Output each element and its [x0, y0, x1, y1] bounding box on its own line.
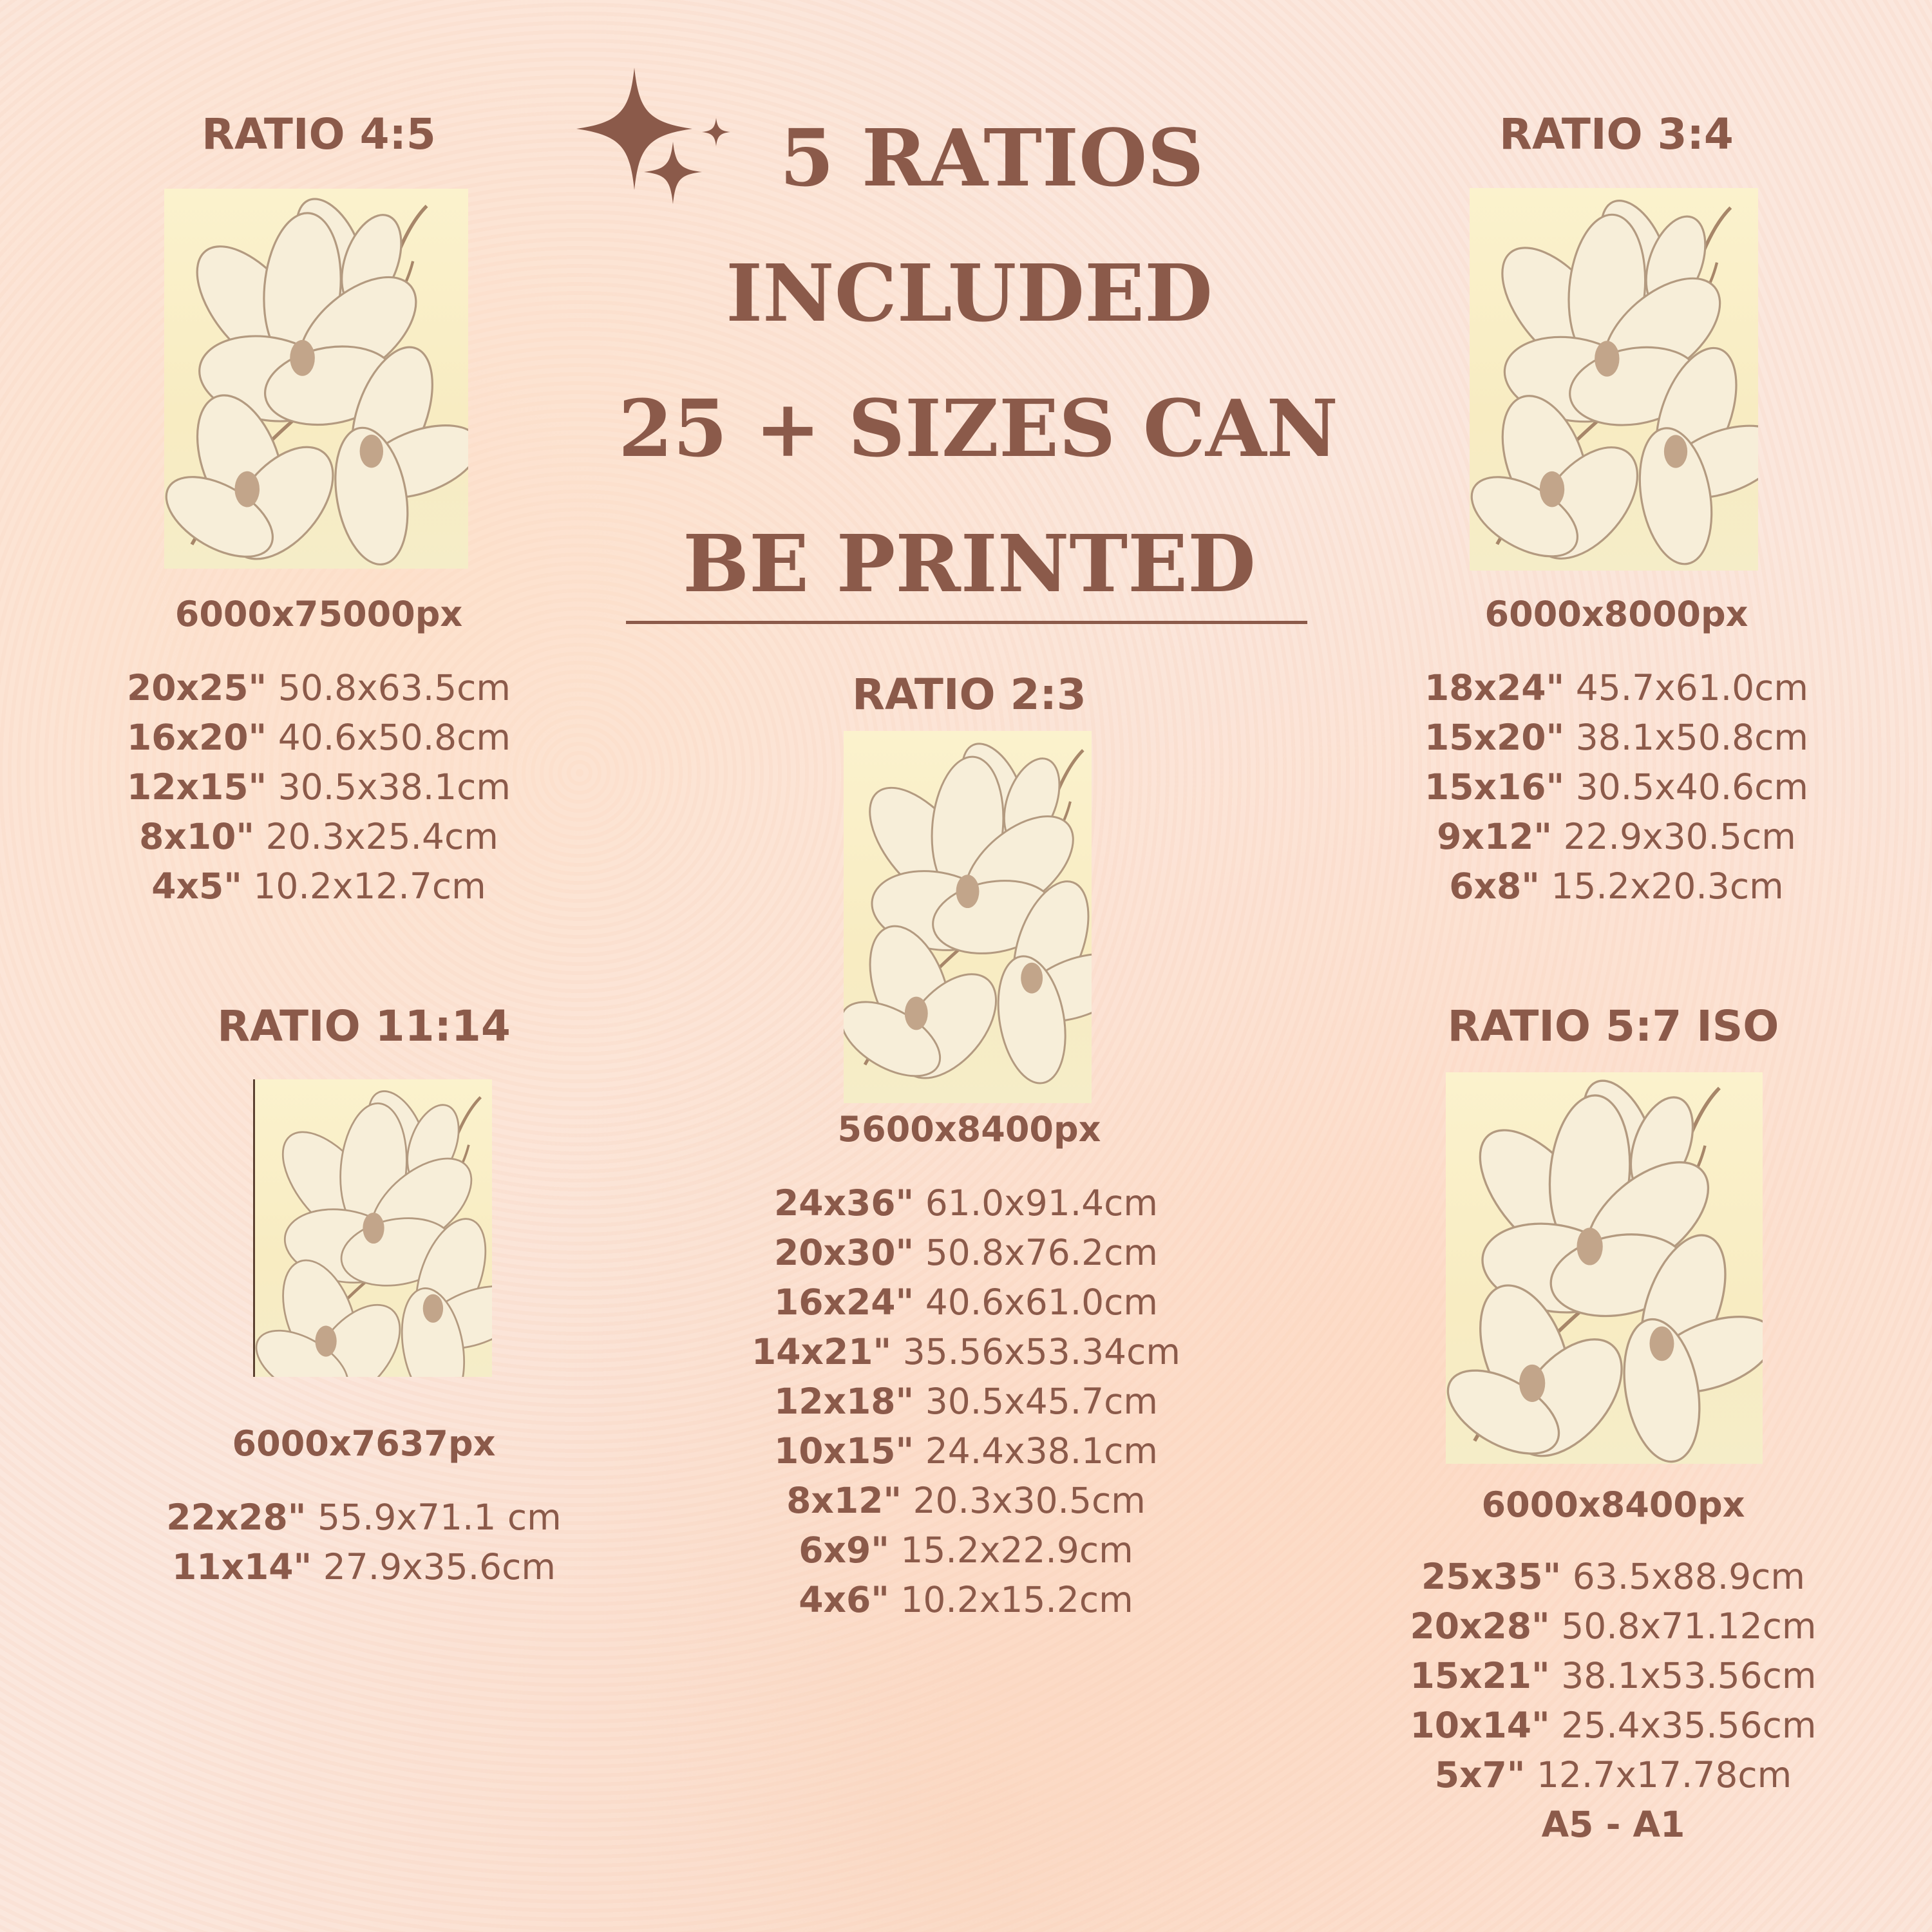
size-inches: 4x5" [151, 866, 242, 907]
size-cm: 40.6x50.8cm [278, 717, 511, 758]
size-inches: 16x20" [127, 717, 267, 758]
size-row [64, 812, 573, 862]
ratio-3-4-artwork [1470, 188, 1758, 571]
size-inches: 10x14" [1410, 1705, 1550, 1746]
size-inches: 15x20" [1425, 717, 1565, 758]
size-inches: 22x28" [166, 1497, 307, 1538]
ratio-3-4-title: RATIO 3:4 [1499, 109, 1734, 159]
size-cm: 38.1x53.56cm [1561, 1655, 1817, 1696]
headline-line-1: 5 RATIOS [779, 111, 1204, 204]
size-cm: 10.2x12.7cm [253, 866, 486, 907]
size-inches: 24x36" [774, 1182, 914, 1224]
size-inches: 20x25" [127, 667, 267, 708]
size-row [708, 1426, 1224, 1476]
size-cm: 27.9x35.6cm [323, 1546, 556, 1587]
size-inches: 12x15" [127, 766, 267, 808]
size-row [708, 1575, 1224, 1625]
size-inches: 5x7" [1434, 1754, 1526, 1795]
headline [618, 90, 1339, 631]
size-cm: 40.6x61.0cm [925, 1282, 1158, 1323]
headline-line-4: BE PRINTED [683, 517, 1256, 610]
size-cm: 10.2x15.2cm [900, 1579, 1133, 1620]
size-inches: 18x24" [1425, 667, 1565, 708]
size-row [1356, 1750, 1871, 1800]
size-inches: 20x28" [1410, 1605, 1550, 1647]
magnolia-illustration [844, 731, 1092, 1103]
size-cm: 50.8x76.2cm [925, 1232, 1158, 1273]
ratio-5-7-px: 6000x8400px [1481, 1484, 1745, 1525]
ratio-2-3-artwork [844, 731, 1092, 1103]
ratio-4-5-artwork [164, 189, 468, 569]
size-row [708, 1179, 1224, 1228]
ratio-4-5-px: 6000x75000px [175, 594, 463, 634]
size-cm: 30.5x45.7cm [925, 1381, 1158, 1422]
size-cm: 30.5x40.6cm [1575, 766, 1808, 808]
size-row [708, 1278, 1224, 1327]
size-row [708, 1476, 1224, 1526]
ratio-2-3-px: 5600x8400px [837, 1109, 1101, 1150]
size-cm: 35.56x53.34cm [902, 1331, 1180, 1372]
size-cm: 24.4x38.1cm [925, 1430, 1158, 1472]
ratio-4-5-sizes [64, 663, 573, 911]
size-cm: 50.8x71.12cm [1561, 1605, 1817, 1647]
size-inches: 4x6" [799, 1579, 889, 1620]
size-row [109, 1542, 618, 1592]
size-row [109, 1493, 618, 1542]
size-row [708, 1228, 1224, 1278]
size-cm: 20.3x30.5cm [913, 1480, 1146, 1521]
magnolia-illustration [164, 189, 468, 569]
ratio-2-3-title: RATIO 2:3 [852, 670, 1086, 719]
size-cm: 20.3x25.4cm [265, 816, 498, 857]
size-cm: 15.2x22.9cm [900, 1530, 1133, 1571]
headline-line-3: 25 + SIZES CAN [618, 382, 1339, 475]
size-inches: 6x8" [1449, 866, 1540, 907]
magnolia-illustration [1470, 188, 1758, 571]
size-row [1359, 812, 1874, 862]
size-row [1359, 713, 1874, 762]
size-inches: 14x21" [752, 1331, 892, 1372]
size-row [1356, 1701, 1871, 1750]
headline-line-2: INCLUDED [726, 247, 1213, 339]
ratio-4-5-title: RATIO 4:5 [202, 109, 436, 159]
ratio-5-7-sizes [1356, 1552, 1871, 1850]
size-inches: 6x9" [799, 1530, 889, 1571]
ratio-3-4-sizes [1359, 663, 1874, 911]
size-cm: 38.1x50.8cm [1575, 717, 1808, 758]
ratio-11-14-sizes [109, 1493, 618, 1592]
size-row [64, 713, 573, 762]
ratio-5-7-artwork [1446, 1072, 1763, 1464]
size-cm: 55.9x71.1 cm [317, 1497, 562, 1538]
size-inches: 15x16" [1425, 766, 1565, 808]
size-inches: 8x10" [139, 816, 255, 857]
size-row [1359, 862, 1874, 911]
size-cm: 15.2x20.3cm [1551, 866, 1784, 907]
size-inches: 15x21" [1410, 1655, 1550, 1696]
size-range-note: A5 - A1 [1541, 1804, 1685, 1845]
size-row [1356, 1552, 1871, 1602]
ratio-5-7-title: RATIO 5:7 ISO [1447, 1001, 1779, 1051]
size-inches: 8x12" [786, 1480, 902, 1521]
ratio-3-4-px: 6000x8000px [1484, 594, 1748, 634]
size-inches: 16x24" [774, 1282, 914, 1323]
size-cm: 22.9x30.5cm [1563, 816, 1796, 857]
size-inches: 11x14" [172, 1546, 312, 1587]
headline-divider [626, 621, 1307, 624]
size-row [64, 862, 573, 911]
size-cm: 12.7x17.78cm [1536, 1754, 1792, 1795]
size-inches: 9x12" [1437, 816, 1553, 857]
size-cm: 61.0x91.4cm [925, 1182, 1158, 1224]
size-cm: 50.8x63.5cm [278, 667, 511, 708]
size-cm: 63.5x88.9cm [1572, 1556, 1805, 1597]
size-cm: 30.5x38.1cm [278, 766, 511, 808]
size-cm: 45.7x61.0cm [1575, 667, 1808, 708]
magnolia-illustration [1446, 1072, 1763, 1464]
magnolia-illustration [255, 1079, 492, 1377]
ratio-2-3-sizes [708, 1179, 1224, 1625]
size-inches: 10x15" [774, 1430, 914, 1472]
size-row [708, 1377, 1224, 1426]
size-row [1359, 762, 1874, 812]
size-row [708, 1526, 1224, 1575]
size-row [64, 762, 573, 812]
size-inches: 20x30" [774, 1232, 914, 1273]
size-row [708, 1327, 1224, 1377]
ratio-11-14-px: 6000x7637px [232, 1423, 496, 1464]
size-row [1359, 663, 1874, 713]
size-inches: 25x35" [1421, 1556, 1562, 1597]
ratio-11-14-artwork [253, 1079, 492, 1377]
size-row [1356, 1602, 1871, 1651]
size-row [1356, 1651, 1871, 1701]
size-cm: 25.4x35.56cm [1561, 1705, 1817, 1746]
size-row [64, 663, 573, 713]
size-inches: 12x18" [774, 1381, 914, 1422]
ratio-11-14-title: RATIO 11:14 [217, 1001, 511, 1051]
